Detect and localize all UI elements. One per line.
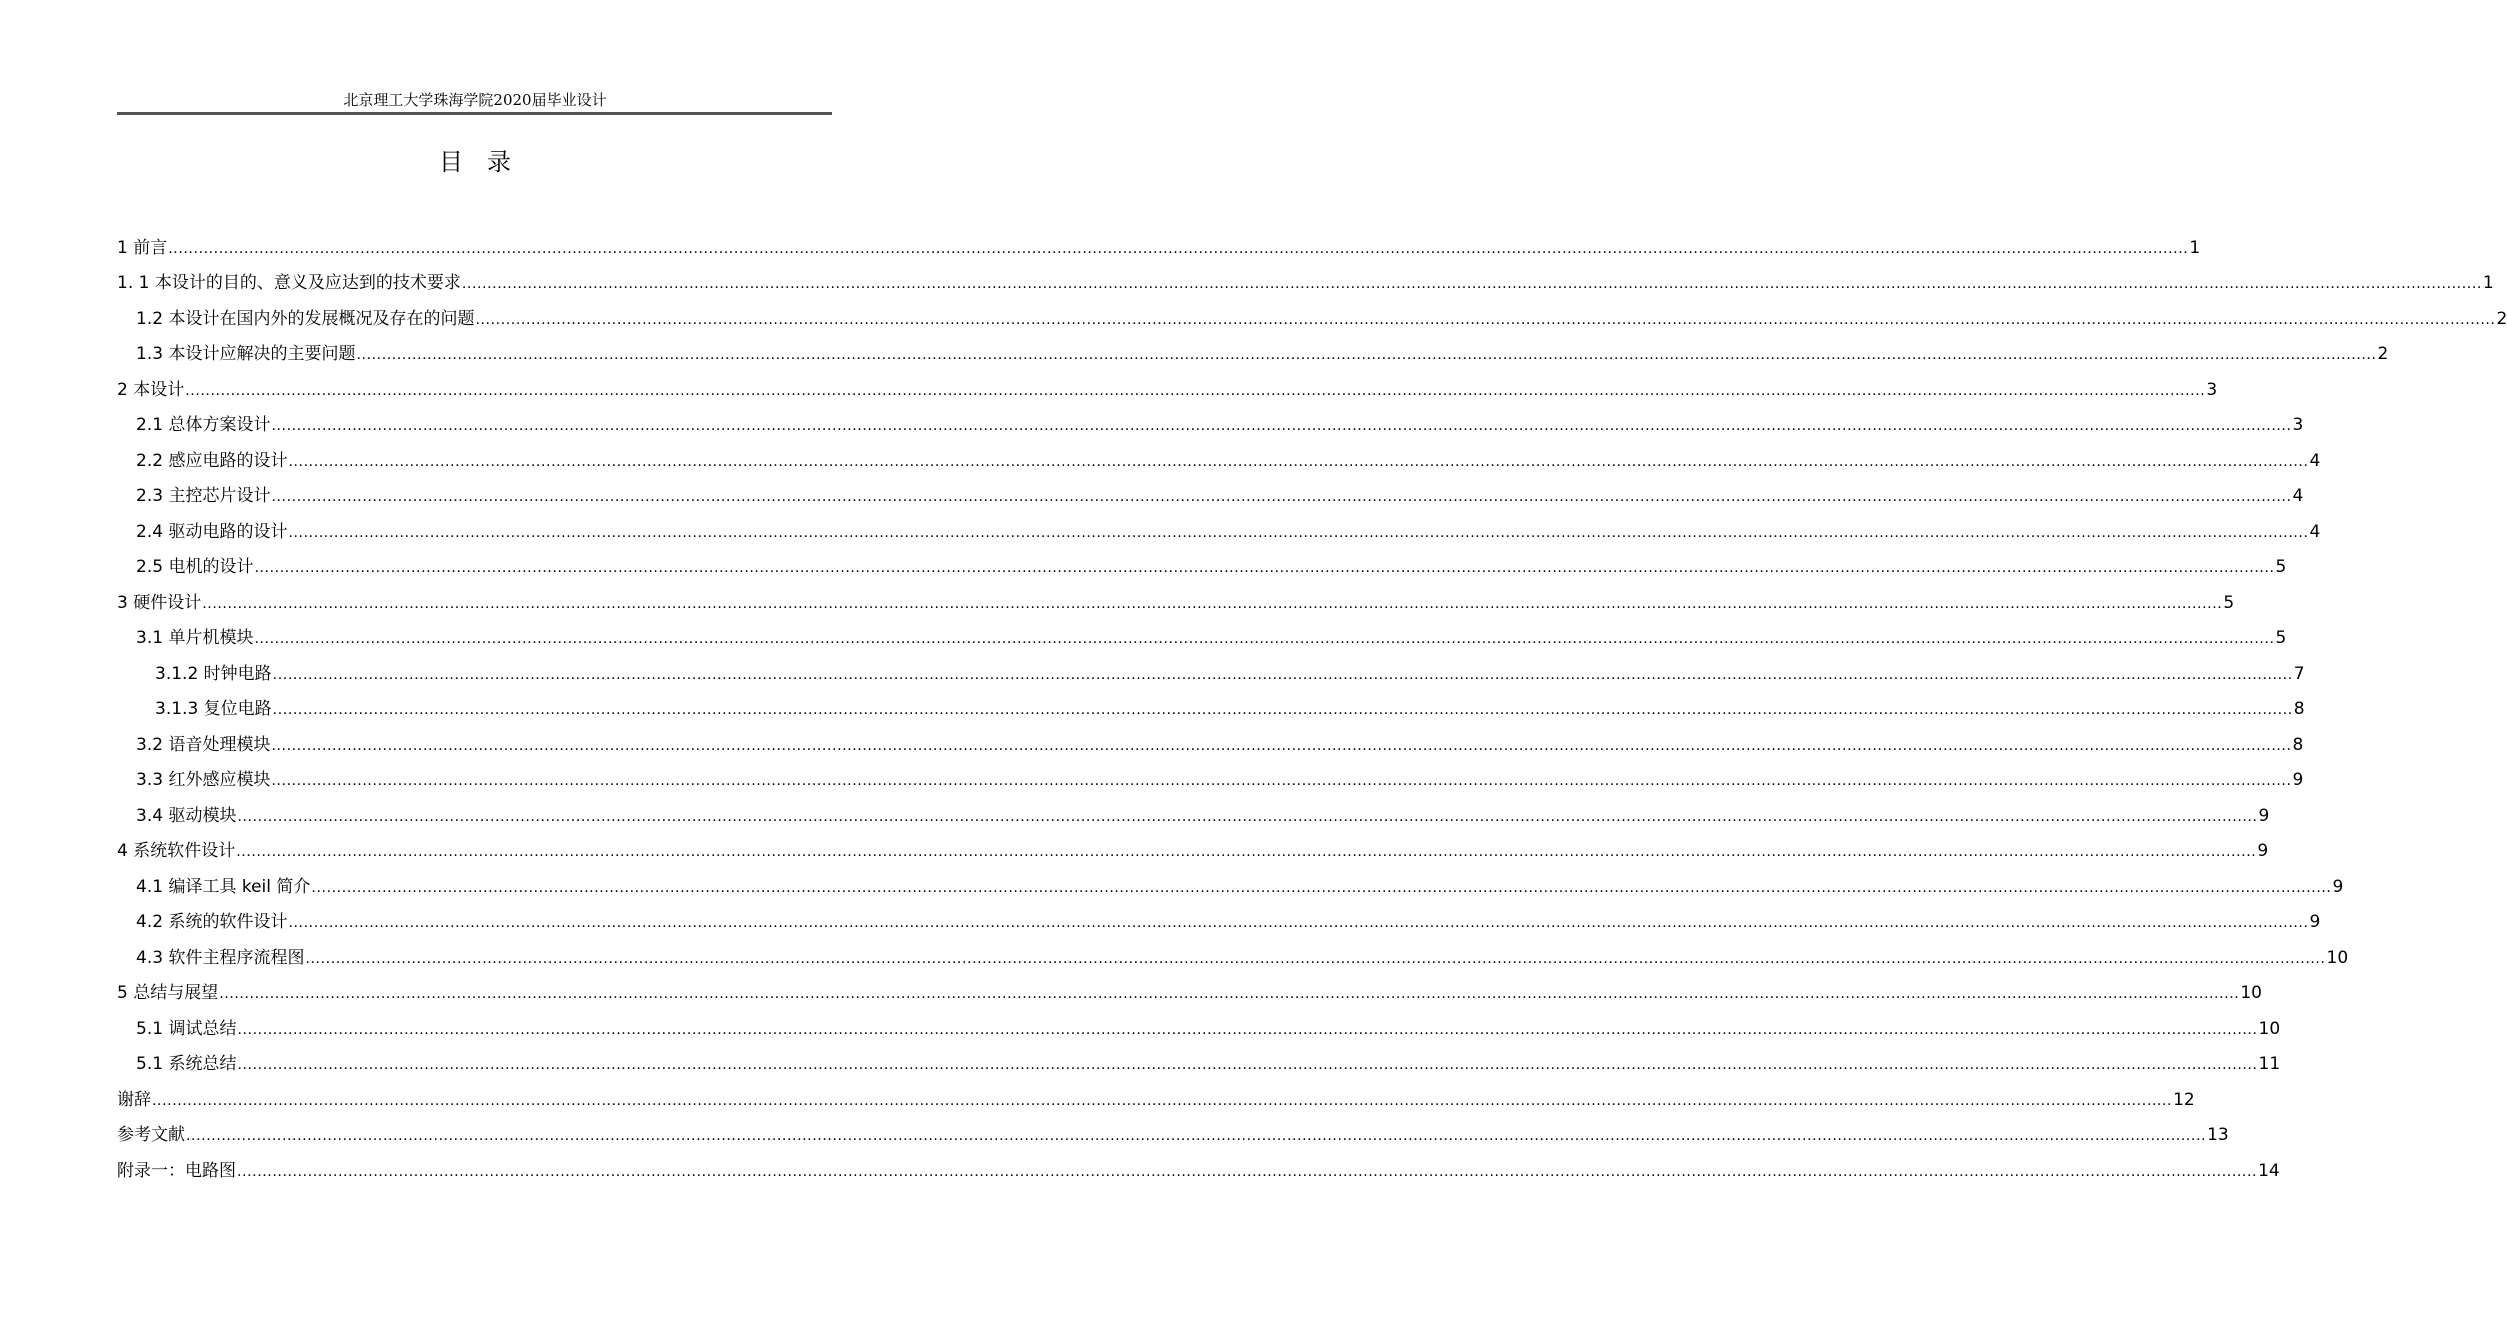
toc-entry-page: 4 [2309, 450, 2321, 471]
toc-entry[interactable] [117, 230, 2201, 266]
toc-entry-label: 谢辞 [117, 1089, 151, 1110]
toc-dot-leader: ................................................................................................................................................................................................................................................................................................................................................................................................................ [288, 524, 2309, 541]
toc-dot-leader: ................................................................................................................................................................................................................................................................................................................................................................................................................ [186, 1128, 2207, 1145]
toc-dot-leader: ................................................................................................................................................................................................................................................................................................................................................................................................................ [272, 702, 2293, 719]
toc-entry-page: 11 [2258, 1054, 2281, 1075]
toc-entry[interactable] [117, 372, 2218, 408]
toc-entry-label: 2.2 感应电路的设计 [136, 450, 288, 471]
toc-entry-page: 9 [2309, 912, 2321, 933]
toc-dot-leader: ................................................................................................................................................................................................................................................................................................................................................................................................................ [271, 418, 2292, 435]
toc-entry-label: 4.3 软件主程序流程图 [136, 947, 305, 968]
toc-entry-page: 7 [2293, 663, 2305, 684]
toc-entry[interactable] [117, 479, 2304, 515]
toc-entry-label: 2.5 电机的设计 [136, 557, 254, 578]
toc-entry-label: 3.1.2 时钟电路 [155, 663, 272, 684]
toc-entry-label: 4 系统软件设计 [117, 841, 236, 862]
toc-dot-leader: ................................................................................................................................................................................................................................................................................................................................................................................................................ [271, 737, 2292, 754]
toc-entry-page: 12 [2173, 1089, 2195, 1110]
toc-entry-label: 3.1 单片机模块 [136, 628, 254, 649]
toc-entry-label: 3 硬件设计 [117, 592, 202, 613]
toc-entry-label: 1. 1 本设计的目的、意义及应达到的技术要求 [117, 273, 461, 294]
toc-entry-label: 2 本设计 [117, 379, 185, 400]
toc-dot-leader: ................................................................................................................................................................................................................................................................................................................................................................................................................ [311, 879, 2332, 896]
toc-entry[interactable] [117, 1047, 2281, 1083]
toc-entry[interactable] [117, 1082, 2195, 1118]
toc-dot-leader: ................................................................................................................................................................................................................................................................................................................................................................................................................ [288, 453, 2309, 470]
toc-entry-page: 9 [2258, 805, 2270, 826]
toc-entry[interactable] [117, 443, 2321, 479]
toc-dot-leader: ................................................................................................................................................................................................................................................................................................................................................................................................................ [152, 1092, 2173, 1109]
toc-entry[interactable] [117, 763, 2304, 799]
toc-entry-label: 1.3 本设计应解决的主要问题 [136, 344, 356, 365]
toc-entry-label: 4.1 编译工具 keil 简介 [136, 876, 311, 897]
toc-entry[interactable] [117, 940, 2349, 976]
toc-entry-label: 3.3 红外感应模块 [136, 770, 271, 791]
toc-entry-label: 2.1 总体方案设计 [136, 415, 271, 436]
toc-dot-leader: ................................................................................................................................................................................................................................................................................................................................................................................................................ [237, 1021, 2258, 1038]
toc-entry[interactable] [117, 656, 2305, 692]
toc-entry[interactable] [117, 976, 2262, 1012]
toc-entry-label: 3.1.3 复位电路 [155, 699, 272, 720]
toc-dot-leader: ................................................................................................................................................................................................................................................................................................................................................................................................................ [288, 915, 2309, 932]
toc-entry-page: 3 [2292, 415, 2304, 436]
toc-entry-label: 附录一：电路图 [117, 1160, 236, 1181]
toc-entry-page: 5 [2275, 557, 2287, 578]
toc-dot-leader: ................................................................................................................................................................................................................................................................................................................................................................................................................ [236, 844, 2257, 861]
toc-entry-label: 5.1 系统总结 [136, 1054, 237, 1075]
toc-dot-leader: ................................................................................................................................................................................................................................................................................................................................................................................................................ [219, 986, 2240, 1003]
toc-entry-label: 参考文献 [117, 1125, 185, 1146]
toc-entry-page: 10 [2240, 983, 2262, 1004]
toc-entry-label: 1 前言 [117, 237, 168, 258]
toc-entry-label: 2.4 驱动电路的设计 [136, 521, 288, 542]
toc-entry-page: 3 [2206, 379, 2218, 400]
toc-dot-leader: ................................................................................................................................................................................................................................................................................................................................................................................................................ [475, 311, 2496, 328]
toc-entry-page: 13 [2207, 1125, 2229, 1146]
toc-entry[interactable] [117, 550, 2287, 586]
toc-list [117, 230, 2507, 1189]
toc-entry-page: 10 [2326, 947, 2349, 968]
toc-dot-leader: ................................................................................................................................................................................................................................................................................................................................................................................................................ [202, 595, 2223, 612]
toc-entry[interactable] [117, 621, 2287, 657]
toc-entry-label: 3.4 驱动模块 [136, 805, 237, 826]
toc-entry-page: 9 [2292, 770, 2304, 791]
toc-entry-page: 4 [2292, 486, 2304, 507]
toc-entry-page: 8 [2292, 734, 2304, 755]
toc-entry[interactable] [117, 337, 2389, 373]
toc-entry[interactable] [117, 834, 2269, 870]
toc-dot-leader: ................................................................................................................................................................................................................................................................................................................................................................................................................ [271, 773, 2292, 790]
toc-dot-leader: ................................................................................................................................................................................................................................................................................................................................................................................................................ [185, 382, 2206, 399]
toc-entry[interactable] [117, 1011, 2281, 1047]
toc-entry[interactable] [117, 1118, 2229, 1154]
toc-entry-page: 5 [2275, 628, 2287, 649]
toc-dot-leader: ................................................................................................................................................................................................................................................................................................................................................................................................................ [461, 276, 2482, 293]
toc-entry[interactable] [117, 869, 2344, 905]
toc-entry-page: 4 [2309, 521, 2321, 542]
toc-dot-leader: ................................................................................................................................................................................................................................................................................................................................................................................................................ [254, 631, 2275, 648]
toc-dot-leader: ................................................................................................................................................................................................................................................................................................................................................................................................................ [168, 240, 2189, 257]
toc-dot-leader: ................................................................................................................................................................................................................................................................................................................................................................................................................ [272, 666, 2293, 683]
toc-dot-leader: ................................................................................................................................................................................................................................................................................................................................................................................................................ [237, 808, 2258, 825]
toc-entry[interactable] [117, 301, 2507, 337]
toc-entry[interactable] [117, 1153, 2280, 1189]
toc-entry-page: 2 [2377, 344, 2389, 365]
toc-entry-label: 2.3 主控芯片设计 [136, 486, 271, 507]
toc-dot-leader: ................................................................................................................................................................................................................................................................................................................................................................................................................ [271, 489, 2292, 506]
toc-entry-page: 14 [2258, 1160, 2280, 1181]
toc-entry-page: 10 [2258, 1018, 2281, 1039]
toc-entry-page: 5 [2223, 592, 2235, 613]
toc-dot-leader: ................................................................................................................................................................................................................................................................................................................................................................................................................ [356, 347, 2377, 364]
toc-entry-label: 1.2 本设计在国内外的发展概况及存在的问题 [136, 308, 475, 329]
toc-entry[interactable] [117, 408, 2304, 444]
page-header: 北京理工大学珠海学院2020届毕业设计 [343, 91, 607, 109]
toc-entry[interactable] [117, 798, 2270, 834]
toc-entry[interactable] [117, 727, 2304, 763]
toc-entry[interactable] [117, 692, 2305, 728]
toc-entry-label: 5.1 调试总结 [136, 1018, 237, 1039]
toc-entry[interactable] [117, 514, 2321, 550]
toc-entry-page: 2 [2496, 308, 2507, 329]
toc-entry-label: 4.2 系统的软件设计 [136, 912, 288, 933]
toc-entry-page: 9 [2257, 841, 2269, 862]
toc-entry[interactable] [117, 905, 2321, 941]
toc-entry-page: 9 [2332, 876, 2344, 897]
header-rule [117, 112, 832, 115]
toc-entry-label: 3.2 语音处理模块 [136, 734, 271, 755]
toc-dot-leader: ................................................................................................................................................................................................................................................................................................................................................................................................................ [305, 950, 2326, 967]
toc-entry[interactable] [117, 266, 2494, 302]
toc-title: 目 录 [439, 148, 511, 176]
toc-entry-label: 5 总结与展望 [117, 983, 219, 1004]
toc-dot-leader: ................................................................................................................................................................................................................................................................................................................................................................................................................ [237, 1057, 2258, 1074]
toc-dot-leader: ................................................................................................................................................................................................................................................................................................................................................................................................................ [254, 560, 2275, 577]
toc-dot-leader: ................................................................................................................................................................................................................................................................................................................................................................................................................ [237, 1163, 2258, 1180]
toc-entry-page: 8 [2293, 699, 2305, 720]
toc-entry[interactable] [117, 585, 2235, 621]
toc-entry-page: 1 [2189, 237, 2201, 258]
toc-entry-page: 1 [2482, 273, 2494, 294]
